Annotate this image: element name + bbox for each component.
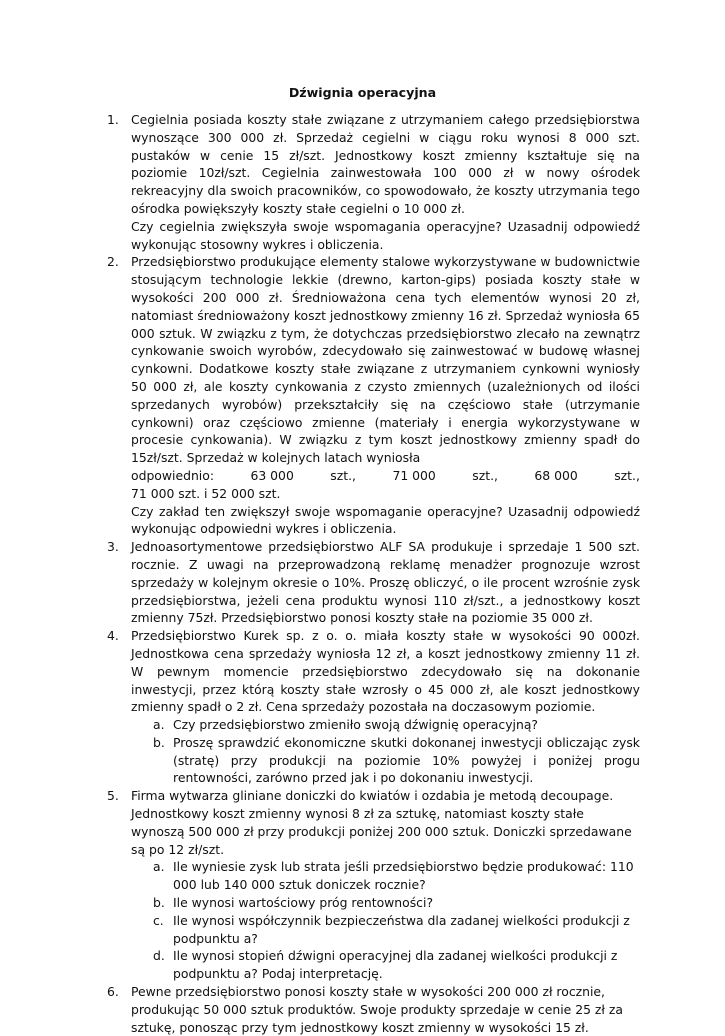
subtask-item: [131, 858, 640, 894]
task-1: [107, 111, 640, 253]
task-6: [107, 983, 640, 1036]
page-title: Dźwignia operacyjna: [288, 85, 437, 100]
subtask-list: [131, 858, 640, 983]
sales-row-cell: 71 000: [392, 467, 436, 483]
sales-row-cell: szt.,: [614, 467, 640, 483]
subtask-item: [131, 716, 640, 734]
task-number: 2.: [107, 254, 119, 270]
subtask-text: Ile wynosi współczynnik bezpieczeństwa dla zadanej wielkości produkcji z podpunktu a?: [173, 912, 630, 946]
subtask-text: Ile wynosi stopień dźwigni operacyjnej dla zadanej wielkości produkcji z podpunktu a? Podaj interpretację.: [173, 948, 618, 982]
sales-row: [131, 467, 640, 485]
task-number: 3.: [107, 539, 119, 555]
subtask-letter: b.: [153, 895, 165, 911]
subtask-letter: a.: [153, 859, 165, 875]
sales-row-cell: odpowiednio:: [131, 467, 215, 483]
task-text: Cegielnia posiada koszty stałe związane z utrzymaniem całego przedsiębiorstwa wynoszące 300 000 zł. Sprzedaż cegielni w ciągu roku wynosi 8 000 szt. pustaków w cenie 15 zł/szt. Jednostkowy koszt zmienny kształtuje się na poziomie 10zł/szt. Cegielnia zainwestowała 100 000 zł w nowy ośrodek rekreacyjny dla swoich pracowników, co spowodowało, że koszty utrzymania tego ośrodka powiększyły koszty stałe cegielni o 10 000 zł.: [131, 112, 640, 216]
subtask-letter: a.: [153, 717, 165, 733]
task-text-continued: 71 000 szt. i 52 000 szt.: [131, 485, 281, 501]
subtask-text: Czy przedsiębiorstwo zmieniło swoją dźwignię operacyjną?: [173, 717, 539, 733]
subtask-item: [131, 894, 640, 912]
task-number: 1.: [107, 112, 119, 127]
subtask-letter: c.: [153, 912, 164, 928]
subtask-item: [131, 912, 640, 948]
sales-row-cell: 68 000: [534, 467, 578, 483]
task-3: [107, 538, 640, 627]
task-text: Jednoasortymentowe przedsiębiorstwo ALF SA produkuje i sprzedaje 1 500 szt. rocznie. Z uwagi na przeprowadzoną reklamę menadżer prognozuje wzrost sprzedaży w kolejnym okresie o 10%. Proszę obliczyć, o ile procent wzrośnie zysk przedsiębiorstwa, jeżeli cena produktu wynosi 110 zł/szt., a jednostkowy koszt zmienny 75zł. Przedsiębiorstwo ponosi koszty stałe na poziomie 35 000 zł.: [131, 539, 640, 626]
task-2: [107, 253, 640, 538]
sales-row-cell: 63 000: [250, 467, 294, 483]
sales-row-cell: szt.,: [330, 467, 356, 483]
subtask-text: Ile wynosi wartościowy próg rentowności?: [173, 895, 434, 911]
subtask-letter: b.: [153, 734, 165, 750]
task-text: Pewne przedsiębiorstwo ponosi koszty stałe w wysokości 200 000 zł rocznie, produkując 50 000 sztuk produktów. Swoje produkty sprzedaje w cenie 25 zł za sztukę, ponosząc przy tym jednostkowy koszt zmienny w wysokości 15 zł.: [131, 984, 623, 1035]
subtask-list: [131, 716, 640, 787]
task-question: Czy zakład ten zwiększył swoje wspomaganie operacyjne? Uzasadnij odpowiedź wykonując odpowiedni wykres i obliczenia.: [131, 503, 640, 537]
task-5: [107, 787, 640, 983]
sales-row-cell: szt.,: [472, 467, 498, 483]
task-number: 5.: [107, 788, 119, 804]
task-text: Firma wytwarza gliniane doniczki do kwiatów i ozdabia je metodą decoupage. Jednostkowy koszt zmienny wynosi 8 zł za sztukę, natomiast koszty stałe wynoszą 500 000 zł przy produkcji poniżej 200 000 sztuk. Doniczki sprzedawane są po 12 zł/szt.: [131, 788, 632, 857]
task-number: 6.: [107, 984, 119, 1000]
subtask-item: [131, 947, 640, 983]
subtask-text: Ile wyniesie zysk lub strata jeśli przedsiębiorstwo będzie produkować: 110 000 lub 140 000 sztuk doniczek rocznie?: [173, 859, 634, 893]
task-text: Przedsiębiorstwo Kurek sp. z o. o. miała koszty stałe w wysokości 90 000zł. Jednostkowa cena sprzedaży wyniosła 12 zł, a koszt jednostkowy zmienny 11 zł. W pewnym momencie przedsiębiorstwo zdecydowało się na dokonanie inwestycji, przez którą koszty stałe wzrosły o 45 000 zł, ale koszt jednostkowy zmienny spadł o 2 zł. Cena sprzedaży pozostała na doczasowym poziomie.: [131, 628, 640, 715]
subtask-item: [131, 734, 640, 787]
task-4: [107, 627, 640, 787]
task-text: Przedsiębiorstwo produkujące elementy stalowe wykorzystywane w budownictwie stosującym technologie lekkie (drewno, karton-gips) posiada koszty stałe w wysokości 200 000 zł. Średnioważona cena tych elementów wynosi 20 zł, natomiast średnioważony koszt jednostkowy zmienny 16 zł. Sprzedaż wyniosła 65 000 sztuk. W związku z tym, że dotychczas przedsiębiorstwo zlecało na zewnątrz cynkowanie swoich wyrobów, zdecydowało się zainwestować w budowę własnej cynkowni. Dodatkowe koszty stałe związane z utrzymaniem cynkowni wyniosły 50 000 zł, ale koszty cynkowania z czysto zmiennych (uzależnionych od ilości sprzedanych wyrobów) przekształciły się na częściowo stałe (utrzymanie cynkowni) oraz częściowo zmienne (materiały i energia wykorzystywane w procesie cynkowania). W związku z tym koszt jednostkowy zmienny spadł do 15zł/szt. Sprzedaż w kolejnych latach wyniosła: [131, 254, 640, 466]
task-list: [107, 111, 640, 1036]
task-number: 4.: [107, 628, 119, 644]
subtask-text: Proszę sprawdzić ekonomiczne skutki dokonanej inwestycji obliczając zysk (stratę) przy produkcji na poziomie 10% powyżej i poniżej progu rentowności, zarówno przed jak i po dokonaniu inwestycji.: [173, 734, 640, 786]
task-question: Czy cegielnia zwiększyła swoje wspomagania operacyjne? Uzasadnij odpowiedź wykonując stosowny wykres i obliczenia.: [131, 218, 640, 252]
subtask-letter: d.: [153, 948, 165, 964]
